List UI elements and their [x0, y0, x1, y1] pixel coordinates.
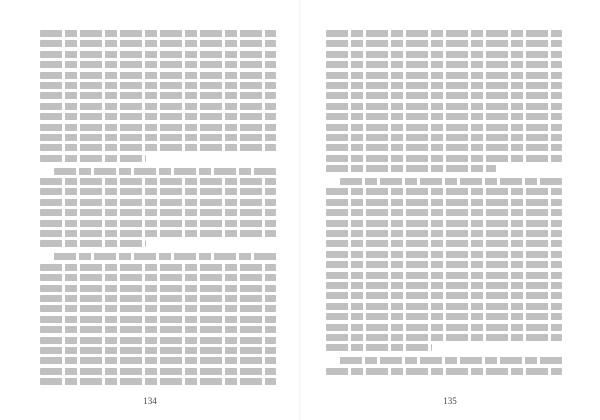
text-line — [40, 82, 276, 89]
text-line — [326, 30, 562, 37]
text-line — [326, 272, 562, 279]
text-line — [40, 209, 276, 216]
text-line — [326, 344, 432, 351]
text-line — [40, 368, 276, 375]
right-page-body-text — [326, 30, 562, 398]
text-line — [40, 347, 276, 354]
text-line — [326, 72, 562, 79]
text-line — [40, 51, 276, 58]
text-line — [326, 51, 562, 58]
text-line — [54, 168, 276, 175]
text-line — [326, 113, 562, 120]
text-line — [40, 124, 276, 131]
text-line — [326, 209, 562, 216]
text-line — [326, 165, 496, 172]
text-line — [40, 92, 276, 99]
text-line — [326, 144, 562, 151]
text-line — [340, 178, 562, 185]
text-line — [326, 82, 562, 89]
page-number-left: 134 — [143, 396, 157, 406]
text-line — [326, 324, 562, 331]
text-line — [40, 220, 276, 227]
text-line — [326, 292, 562, 299]
text-line — [40, 264, 276, 271]
text-line — [326, 134, 562, 141]
text-line — [40, 178, 276, 185]
text-line — [326, 61, 562, 68]
text-line — [40, 30, 276, 37]
text-line — [326, 220, 562, 227]
text-line — [40, 337, 276, 344]
text-line — [40, 144, 276, 151]
left-page-body-text — [40, 30, 276, 398]
text-line — [326, 230, 562, 237]
text-line — [326, 155, 562, 162]
text-line — [40, 274, 276, 281]
text-line — [326, 334, 562, 341]
text-line — [326, 124, 562, 131]
text-line — [40, 316, 276, 323]
text-line — [40, 155, 146, 162]
text-line — [40, 305, 276, 312]
text-line — [40, 199, 276, 206]
text-line — [40, 285, 276, 292]
page-number-right: 135 — [443, 396, 457, 406]
text-line — [40, 113, 276, 120]
text-line — [326, 251, 562, 258]
text-line — [340, 357, 562, 364]
text-line — [40, 240, 146, 247]
text-line — [40, 61, 276, 68]
text-line — [40, 134, 276, 141]
text-line — [54, 253, 276, 260]
text-line — [326, 313, 562, 320]
text-line — [326, 199, 562, 206]
text-line — [40, 188, 276, 195]
text-line — [40, 72, 276, 79]
text-line — [326, 103, 562, 110]
text-line — [326, 368, 562, 375]
text-line — [40, 357, 276, 364]
text-line — [40, 230, 276, 237]
text-line — [326, 303, 562, 310]
text-line — [326, 240, 562, 247]
text-line — [40, 103, 276, 110]
text-line — [40, 378, 276, 385]
text-line — [326, 188, 562, 195]
text-line — [326, 261, 562, 268]
right-page — [300, 0, 600, 420]
text-line — [326, 282, 562, 289]
text-line — [40, 40, 276, 47]
text-line — [326, 40, 562, 47]
text-line — [40, 326, 276, 333]
text-line — [40, 295, 276, 302]
text-line — [326, 92, 562, 99]
